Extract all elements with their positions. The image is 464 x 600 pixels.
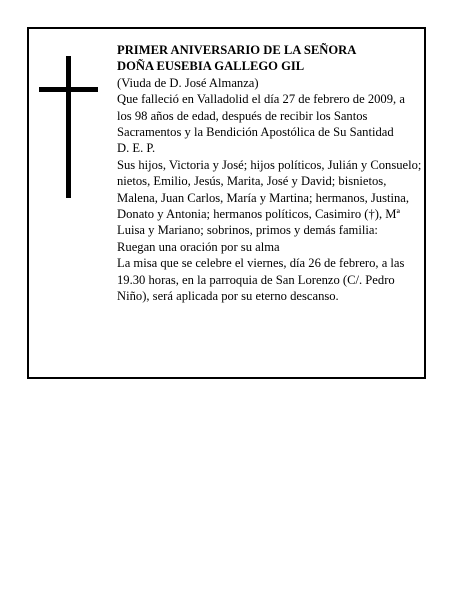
notice-family-paragraph: Sus hijos, Victoria y José; hijos políticos, Julián y Consuelo; nietos, Emilio, Jesús, Marita, José y David; bisnietos, Malena, Juan Carlos, María y Martina; hermanos, Justina, Donato y Antonia; hermanos políticos, Casimiro (†), Mª Luisa y Mariano; sobrinos, primos y demás familia: bbox=[117, 157, 422, 238]
notice-title-line-2: DOÑA EUSEBIA GALLEGO GIL bbox=[117, 59, 305, 74]
notice-death-paragraph: Que falleció en Valladolid el día 27 de febrero de 2009, a los 98 años de edad, después de recibir los Santos Sacramentos y la Bendición Apostólica de Su Santidad bbox=[117, 92, 405, 140]
notice-prayer-request: Ruegan una oración por su alma bbox=[117, 239, 280, 254]
obituary-notice-frame bbox=[27, 27, 426, 379]
notice-mass-paragraph: La misa que se celebre el viernes, día 26 de febrero, a las 19.30 horas, en la parroquia de San Lorenzo (C/. Pedro Niño), será aplicada por su eterno descanso. bbox=[117, 256, 405, 304]
notice-title-line-1: PRIMER ANIVERSARIO DE LA SEÑORA bbox=[117, 43, 357, 57]
notice-subtitle: (Viuda de D. José Almanza) bbox=[117, 75, 259, 90]
cross-icon-crossbar bbox=[39, 87, 98, 92]
cross-icon bbox=[66, 56, 71, 198]
notice-rip: D. E. P. bbox=[117, 141, 156, 156]
notice-body bbox=[117, 42, 422, 305]
